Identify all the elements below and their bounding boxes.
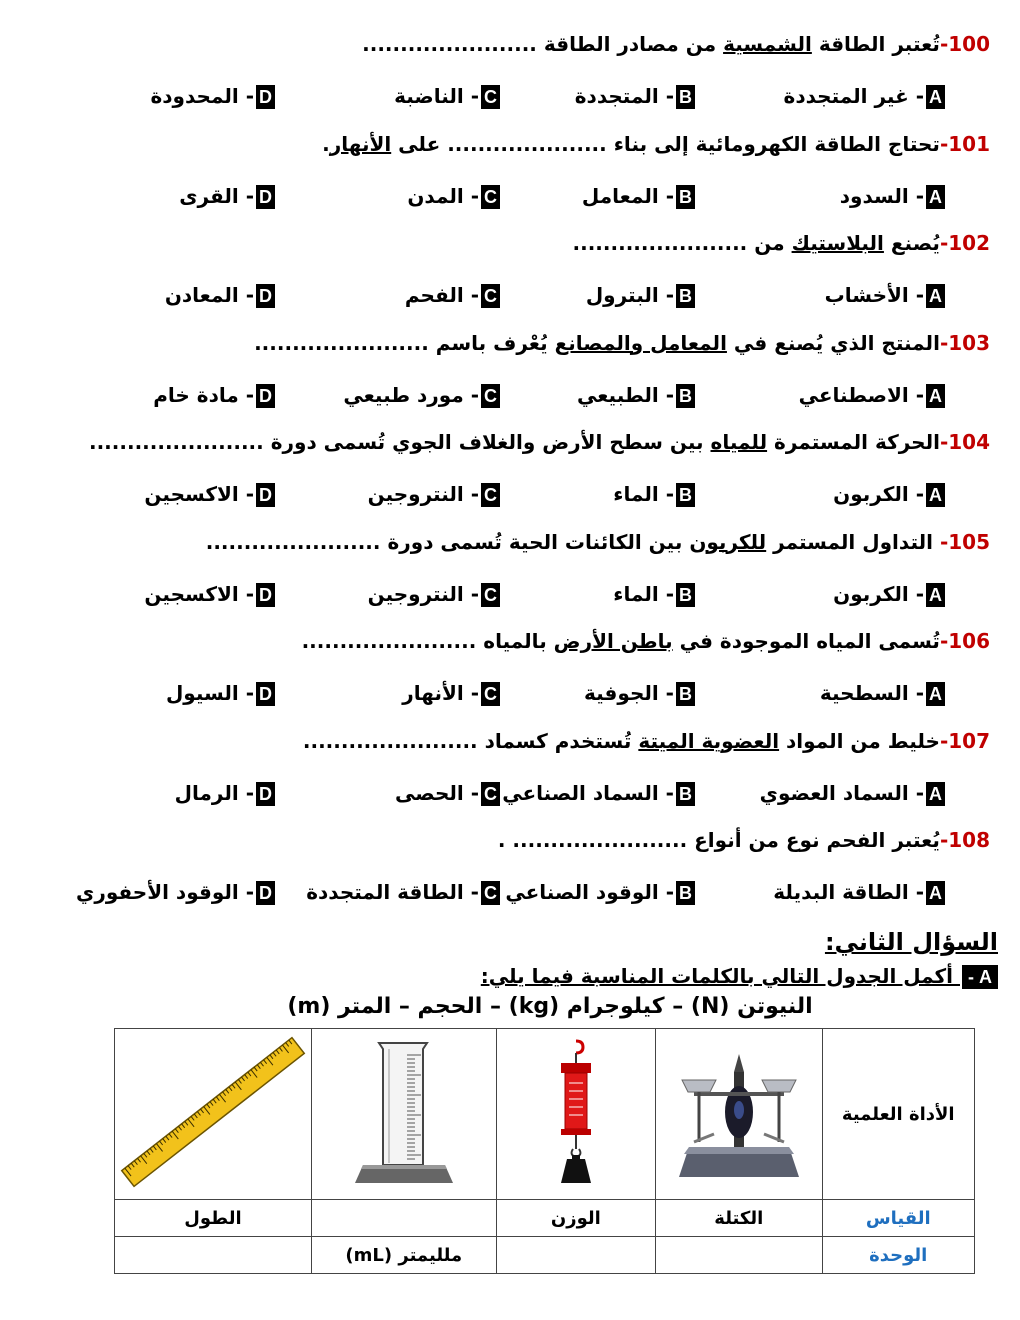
option-label: - الوقود الصناعي: [505, 880, 674, 904]
option-label: - الحصى: [395, 780, 479, 805]
underlined-keyword: للمياه: [710, 430, 768, 454]
question-text: [30, 132, 990, 156]
option-label: - الوقود الأحفوري: [76, 880, 254, 904]
option-label: - السطحية: [819, 681, 924, 705]
question-number: 100-: [939, 32, 990, 56]
option-b[interactable]: [586, 283, 695, 308]
option-label: - الطبيعي: [577, 382, 674, 407]
underlined-keyword: للكربون: [689, 529, 767, 554]
option-d[interactable]: [179, 184, 275, 209]
unit-cell[interactable]: [496, 1237, 655, 1274]
underlined-keyword: البلاستيك: [791, 231, 884, 255]
option-label: - الكربون: [833, 482, 924, 506]
option-a[interactable]: [820, 681, 945, 706]
option-letter: A: [926, 483, 945, 507]
option-letter: D: [256, 85, 275, 109]
question-body: تُسمى المياه الموجودة في باطن الأرض بالمياه .......................: [301, 629, 940, 653]
part-letter: A -: [962, 965, 998, 989]
balance-scale-icon: [656, 1029, 822, 1200]
option-label: - السماد الصناعي: [502, 780, 674, 805]
option-label: - مادة خام: [153, 382, 254, 407]
option-letter: D: [256, 483, 275, 507]
underlined-keyword: العضوية الميتة: [638, 728, 780, 753]
option-letter: B: [676, 85, 695, 109]
option-letter: B: [676, 284, 695, 308]
option-letter: A: [926, 384, 945, 408]
section-instruction: [481, 964, 998, 989]
option-label: - الكربون: [833, 581, 924, 606]
option-a[interactable]: [840, 184, 945, 209]
table-row: [115, 1200, 975, 1237]
option-a[interactable]: [799, 383, 945, 408]
option-c[interactable]: [407, 184, 500, 209]
option-label: - الماء: [613, 482, 674, 506]
option-label: - المتجددة: [574, 84, 674, 108]
option-letter: A: [926, 583, 945, 607]
option-c[interactable]: [306, 880, 500, 905]
instruction-text: أكمل الجدول التالي بالكلمات المناسبة فيما يلي:: [480, 964, 960, 988]
option-letter: B: [676, 782, 695, 806]
measure-cell: الوزن: [496, 1200, 655, 1237]
tools-table: [114, 1028, 975, 1274]
option-a[interactable]: [833, 482, 945, 507]
option-letter: A: [926, 85, 945, 109]
option-d[interactable]: [144, 482, 275, 507]
question-body: التداول المستمر للكربون بين الكائنات الحية تُسمى دورة .......................: [205, 529, 940, 554]
option-letter: C: [481, 782, 500, 806]
option-letter: B: [676, 185, 695, 209]
question-body: المنتج الذي يُصنع في المعامل والمصانع يُعْرف باسم .......................: [254, 330, 940, 355]
question-text: [30, 729, 990, 753]
option-label: - الرمال: [174, 780, 254, 805]
question-number: 102-: [939, 231, 990, 255]
option-d[interactable]: [165, 283, 275, 308]
option-letter: C: [481, 583, 500, 607]
underlined-keyword: الشمسية: [723, 32, 812, 56]
unit-row-label: الوحدة: [822, 1237, 975, 1274]
option-b[interactable]: [582, 184, 695, 209]
option-letter: A: [926, 782, 945, 806]
measure-cell[interactable]: [311, 1200, 496, 1237]
option-label: - السيول: [165, 681, 254, 705]
option-a[interactable]: [760, 781, 945, 806]
option-d[interactable]: [144, 582, 275, 607]
option-letter: C: [481, 682, 500, 706]
option-c[interactable]: [405, 283, 500, 308]
option-label: - الطاقة البديلة: [773, 880, 924, 904]
question-number: 105-: [939, 529, 990, 554]
question-text: [30, 430, 990, 454]
option-d[interactable]: [166, 681, 275, 706]
option-c[interactable]: [343, 383, 500, 408]
option-letter: D: [256, 384, 275, 408]
option-d[interactable]: [175, 781, 275, 806]
option-letter: C: [481, 85, 500, 109]
option-label: - السماد العضوي: [759, 780, 924, 805]
option-a[interactable]: [825, 283, 945, 308]
option-b[interactable]: [613, 482, 695, 507]
option-letter: B: [676, 682, 695, 706]
option-b[interactable]: [613, 582, 695, 607]
option-letter: A: [926, 284, 945, 308]
option-letter: B: [676, 384, 695, 408]
word-bank: النيوتن (N) – كيلوجرام (kg) – الحجم – المتر (m): [287, 994, 813, 1019]
question-text: [30, 828, 990, 852]
option-a[interactable]: [833, 582, 945, 607]
option-letter: A: [926, 682, 945, 706]
measure-cell: الطول: [115, 1200, 312, 1237]
question-body: يُعتبر الفحم نوع من أنواع ....................... .: [497, 828, 940, 852]
header-label: الأداة العلمية: [822, 1029, 975, 1200]
spring-scale-icon: [496, 1029, 655, 1200]
option-d[interactable]: [76, 880, 275, 905]
option-c[interactable]: [368, 482, 500, 507]
option-b[interactable]: [577, 383, 695, 408]
option-letter: B: [676, 583, 695, 607]
option-letter: C: [481, 881, 500, 905]
option-label: - مورد طبيعي: [343, 382, 479, 407]
option-label: - الجوفية: [584, 681, 674, 705]
question-body: تُعتبر الطاقة الشمسية من مصادر الطاقة .......................: [362, 32, 940, 56]
option-label: - الاكسجين: [144, 482, 254, 506]
option-label: - الطاقة المتجددة: [306, 880, 479, 904]
option-label: - الاصطناعي: [798, 382, 924, 407]
measure-row-label: القياس: [822, 1200, 975, 1237]
graduated-cylinder-icon: [311, 1029, 496, 1200]
question-text: [30, 530, 990, 554]
question-text: [30, 331, 990, 355]
question-number: 106-: [939, 629, 990, 653]
option-letter: C: [481, 384, 500, 408]
section-title: السؤال الثاني:: [824, 928, 998, 956]
option-label: - الاكسجين: [144, 581, 254, 606]
option-label: - الماء: [613, 581, 674, 606]
unit-cell: ملليمتر (mL): [311, 1237, 496, 1274]
option-c[interactable]: [394, 84, 500, 109]
option-label: - المحدودة: [150, 84, 254, 108]
option-label: - المعادن: [164, 283, 254, 307]
question-body: الحركة المستمرة للمياه بين سطح الأرض والغلاف الجوي تُسمى دورة .......................: [88, 430, 940, 454]
option-b[interactable]: [584, 681, 695, 706]
table-row: [115, 1029, 975, 1200]
option-c[interactable]: [368, 582, 500, 607]
option-letter: D: [256, 583, 275, 607]
question-body: يُصنع البلاستيك من .......................: [572, 231, 940, 255]
option-letter: C: [481, 284, 500, 308]
option-letter: C: [481, 185, 500, 209]
underlined-keyword: الأنهار: [329, 131, 392, 156]
option-letter: A: [926, 881, 945, 905]
option-d[interactable]: [153, 383, 275, 408]
unit-cell[interactable]: [115, 1237, 312, 1274]
option-letter: D: [256, 682, 275, 706]
option-letter: B: [676, 483, 695, 507]
question-number: 107-: [939, 728, 990, 753]
question-number: 101-: [939, 131, 990, 156]
option-letter: B: [676, 881, 695, 905]
option-letter: D: [256, 782, 275, 806]
option-b[interactable]: [502, 781, 695, 806]
question-text: [30, 231, 990, 255]
option-label: - غير المتجددة: [783, 84, 924, 108]
option-c[interactable]: [395, 781, 500, 806]
option-label: - الفحم: [404, 283, 479, 307]
question-body: خليط من المواد العضوية الميتة تُستخدم كسماد .......................: [302, 728, 940, 753]
option-label: - المدن: [407, 183, 479, 208]
option-b[interactable]: [575, 84, 695, 109]
option-letter: D: [256, 881, 275, 905]
question-number: 103-: [939, 330, 990, 355]
table-row: [115, 1237, 975, 1274]
unit-cell[interactable]: [656, 1237, 822, 1274]
option-d[interactable]: [150, 84, 275, 109]
option-label: - الأنهار: [402, 681, 479, 705]
option-c[interactable]: [402, 681, 500, 706]
option-letter: A: [926, 185, 945, 209]
option-letter: C: [481, 483, 500, 507]
option-label: - القرى: [179, 183, 254, 208]
question-number: 108-: [939, 828, 990, 852]
option-a[interactable]: [784, 84, 945, 109]
question-body: تحتاج الطاقة الكهرومائية إلى بناء ..................... على الأنهار.: [322, 131, 940, 156]
question-text: [30, 629, 990, 653]
option-label: - السدود: [839, 183, 924, 208]
underlined-keyword: باطن الأرض: [553, 629, 673, 653]
ruler-icon: [115, 1029, 312, 1200]
option-b[interactable]: [505, 880, 695, 905]
option-label: - الناضبة: [394, 84, 479, 108]
question-number: 104-: [939, 430, 990, 454]
option-a[interactable]: [773, 880, 945, 905]
question-text: [30, 32, 990, 56]
option-label: - النتروجين: [367, 482, 479, 506]
option-letter: D: [256, 284, 275, 308]
option-label: - البترول: [585, 283, 674, 307]
option-label: - المعامل: [581, 183, 674, 208]
option-label: - الأخشاب: [824, 283, 924, 307]
measure-cell: الكتلة: [656, 1200, 822, 1237]
underlined-keyword: المعامل والمصانع: [554, 330, 727, 355]
option-letter: D: [256, 185, 275, 209]
option-label: - النتروجين: [367, 581, 479, 606]
